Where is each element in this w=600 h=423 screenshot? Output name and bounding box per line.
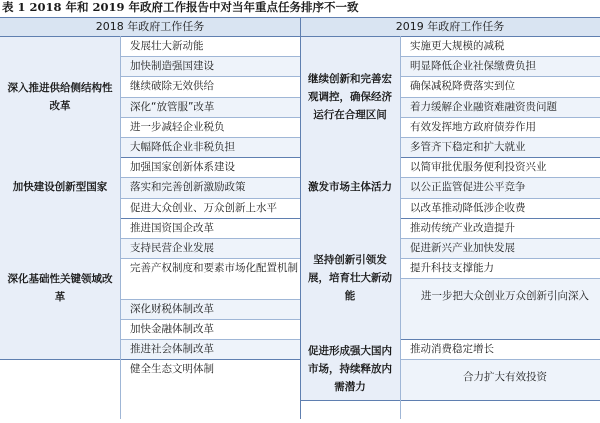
row-divider — [400, 56, 600, 57]
row-divider — [120, 97, 300, 98]
row-divider — [120, 339, 300, 340]
task-2018-item: 落实和完善创新激励政策 — [120, 177, 300, 197]
task-2019-item: 推动传统产业改造提升 — [410, 221, 515, 234]
row-divider — [400, 137, 600, 138]
group-2019-2: 激发市场主体活力 — [300, 157, 400, 218]
row-divider — [400, 97, 600, 98]
row-divider — [120, 238, 300, 239]
row-divider — [400, 76, 600, 77]
task-2018-item: 健全生态文明体制 — [130, 363, 214, 376]
task-2018-item: 深化财税体制改革 — [120, 299, 300, 319]
task-2019-item: 促进新兴产业加快发展 — [400, 238, 600, 258]
group-2019-3: 坚持创新引领发展，培育壮大新动能 — [300, 218, 400, 339]
task-2019-item: 推动消费稳定增长 — [410, 343, 494, 355]
row-divider — [120, 198, 300, 199]
row-divider — [120, 258, 300, 259]
task-2019-item: 提升科技支撑能力 — [410, 262, 494, 275]
row-divider — [120, 299, 300, 300]
task-2018-item: 支持民营企业发展 — [120, 238, 300, 258]
task-2018-item: 促进大众创业、万众创新上水平 — [130, 201, 277, 214]
row-divider — [400, 177, 600, 178]
task-2019-item: 以简审批优服务便利投资兴业 — [410, 161, 547, 174]
task-2018-item: 完善产权制度和要素市场化配置机制 — [130, 262, 298, 275]
group-divider — [300, 400, 600, 401]
task-2018-item: 加快金融体制改革 — [130, 322, 214, 335]
row-divider — [400, 278, 600, 279]
row-divider — [120, 137, 300, 138]
group-2019-4: 促进形成强大国内市场，持续释放内需潜力 — [300, 339, 400, 400]
group-2018-3: 深化基础性关键领域改革 — [0, 218, 120, 359]
task-2018-item: 继续破除无效供给 — [130, 80, 214, 93]
task-2018-item: 大幅降低企业非税负担 — [120, 137, 300, 157]
task-2019-item: 明显降低企业社保缴费负担 — [400, 56, 600, 76]
task-2019-item: 多管齐下稳定和扩大就业 — [400, 137, 600, 157]
row-divider — [120, 76, 300, 77]
task-2019-item: 有效发挥地方政府债券作用 — [410, 120, 536, 133]
row-divider — [400, 238, 600, 239]
task-2018-item: 加强国家创新体系建设 — [130, 161, 235, 174]
comparison-table — [0, 17, 600, 419]
task-2019-item: 以改革推动降低涉企收费 — [410, 201, 526, 214]
table-caption: 表 1 2018 年和 2019 年政府工作报告中对当年重点任务排序不一致 — [2, 0, 359, 14]
center-divider — [300, 17, 301, 419]
row-divider — [120, 117, 300, 118]
row-divider — [400, 258, 600, 259]
task-2018-item: 进一步减轻企业税负 — [130, 120, 225, 133]
task-2019-item: 进一步把大众创业万众创新引向深入 — [400, 278, 600, 339]
task-2018-item: 加快制造强国建设 — [120, 56, 300, 76]
right-group-divider — [400, 36, 401, 419]
group-2018-2: 加快建设创新型国家 — [0, 157, 120, 218]
task-2018-item: 深化“放管服”改革 — [120, 97, 300, 117]
row-divider — [120, 56, 300, 57]
task-2018-item: 推进国资国企改革 — [130, 221, 214, 234]
header-2019: 2019 年政府工作任务 — [300, 17, 600, 36]
task-2019-item: 实施更大规模的减税 — [410, 40, 505, 52]
left-group-divider — [120, 36, 121, 419]
task-2019-item: 着力缓解企业融资难融资贵问题 — [400, 97, 600, 117]
group-divider — [0, 359, 300, 360]
task-2019-item: 确保减税降费落实到位 — [410, 80, 515, 93]
task-2018-item: 发展壮大新动能 — [130, 40, 204, 52]
task-2018-item: 推进社会体制改革 — [120, 339, 300, 359]
group-2018-1: 深入推进供给侧结构性改革 — [0, 36, 120, 157]
row-divider — [400, 359, 600, 360]
group-2019-1: 继续创新和完善宏观调控，确保经济运行在合理区间 — [300, 36, 400, 157]
header-2018: 2018 年政府工作任务 — [0, 17, 300, 36]
task-2019-item: 合力扩大有效投资 — [400, 359, 600, 399]
row-divider — [400, 198, 600, 199]
task-2019-item: 以公正监管促进公平竞争 — [400, 177, 600, 197]
row-divider — [120, 319, 300, 320]
row-divider — [120, 177, 300, 178]
row-divider — [400, 117, 600, 118]
